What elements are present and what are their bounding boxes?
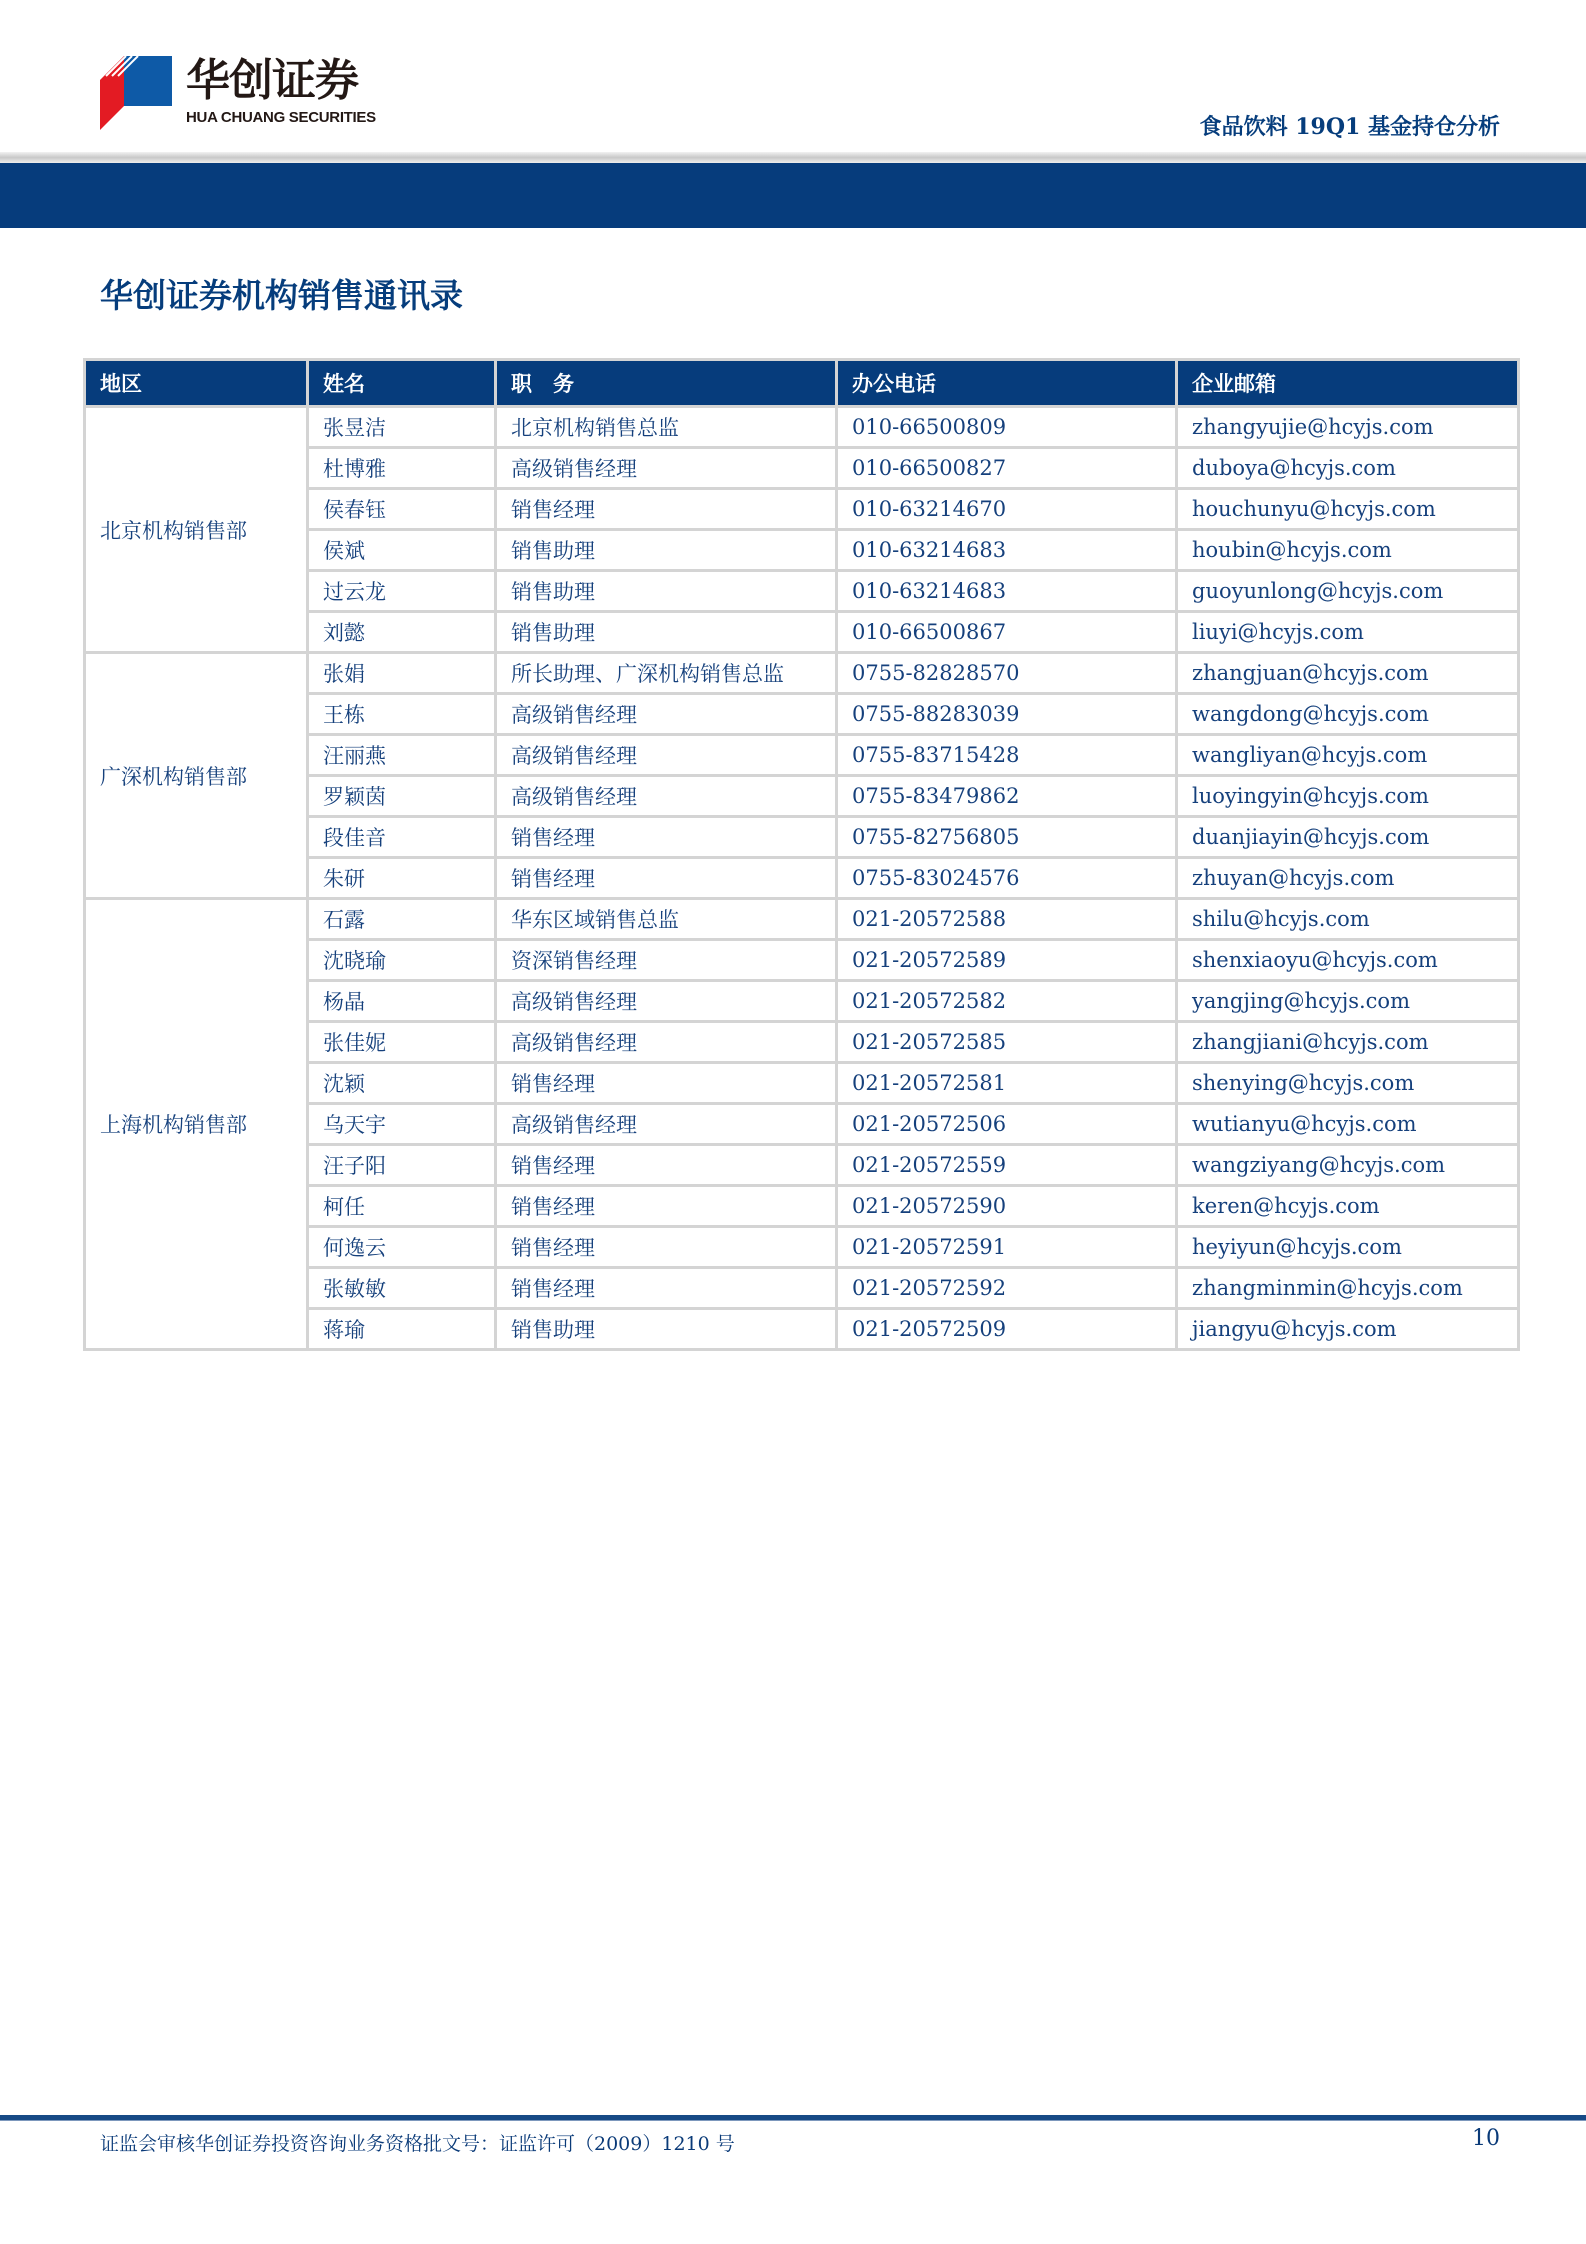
position-cell: 资深销售经理 bbox=[496, 940, 837, 981]
email-cell[interactable]: zhangyujie@hcyjs.com bbox=[1177, 407, 1519, 448]
position-cell: 销售经理 bbox=[496, 1186, 837, 1227]
phone-cell: 010-63214683 bbox=[837, 571, 1177, 612]
header-divider bbox=[0, 152, 1586, 163]
table-row bbox=[85, 407, 1519, 448]
position-cell: 销售经理 bbox=[496, 1227, 837, 1268]
email-cell[interactable]: keren@hcyjs.com bbox=[1177, 1186, 1519, 1227]
name-cell: 乌天宇 bbox=[308, 1104, 496, 1145]
phone-cell: 021-20572581 bbox=[837, 1063, 1177, 1104]
phone-cell: 010-63214683 bbox=[837, 530, 1177, 571]
position-cell: 高级销售经理 bbox=[496, 1022, 837, 1063]
name-cell: 罗颖茵 bbox=[308, 776, 496, 817]
table-body bbox=[85, 407, 1519, 1350]
phone-cell: 021-20572590 bbox=[837, 1186, 1177, 1227]
phone-cell: 0755-82756805 bbox=[837, 817, 1177, 858]
header-band bbox=[0, 163, 1586, 228]
position-cell: 高级销售经理 bbox=[496, 448, 837, 489]
phone-cell: 021-20572588 bbox=[837, 899, 1177, 940]
name-cell: 汪子阳 bbox=[308, 1145, 496, 1186]
email-cell[interactable]: wangziyang@hcyjs.com bbox=[1177, 1145, 1519, 1186]
table-row bbox=[85, 653, 1519, 694]
email-cell[interactable]: guoyunlong@hcyjs.com bbox=[1177, 571, 1519, 612]
email-cell[interactable]: wutianyu@hcyjs.com bbox=[1177, 1104, 1519, 1145]
name-cell: 刘懿 bbox=[308, 612, 496, 653]
email-cell[interactable]: shenxiaoyu@hcyjs.com bbox=[1177, 940, 1519, 981]
email-cell[interactable]: shilu@hcyjs.com bbox=[1177, 899, 1519, 940]
position-cell: 高级销售经理 bbox=[496, 694, 837, 735]
position-cell: 销售经理 bbox=[496, 1268, 837, 1309]
logo-english-name: HUA CHUANG SECURITIES bbox=[186, 109, 376, 126]
email-cell[interactable]: yangjing@hcyjs.com bbox=[1177, 981, 1519, 1022]
phone-cell: 021-20572506 bbox=[837, 1104, 1177, 1145]
report-title: 食品饮料 19Q1 基金持仓分析 bbox=[1199, 114, 1500, 140]
position-cell: 高级销售经理 bbox=[496, 776, 837, 817]
column-header-name: 姓名 bbox=[308, 360, 496, 407]
position-cell: 销售助理 bbox=[496, 1309, 837, 1350]
name-cell: 侯斌 bbox=[308, 530, 496, 571]
phone-cell: 021-20572585 bbox=[837, 1022, 1177, 1063]
phone-cell: 0755-83479862 bbox=[837, 776, 1177, 817]
phone-cell: 021-20572589 bbox=[837, 940, 1177, 981]
phone-cell: 0755-88283039 bbox=[837, 694, 1177, 735]
footer-license: 证监会审核华创证券投资咨询业务资格批文号：证监许可（2009）1210 号 bbox=[100, 2133, 735, 2155]
email-cell[interactable]: duanjiayin@hcyjs.com bbox=[1177, 817, 1519, 858]
phone-cell: 010-66500867 bbox=[837, 612, 1177, 653]
email-cell[interactable]: zhangminmin@hcyjs.com bbox=[1177, 1268, 1519, 1309]
email-cell[interactable]: zhangjuan@hcyjs.com bbox=[1177, 653, 1519, 694]
footer-divider bbox=[0, 2115, 1586, 2121]
position-cell: 高级销售经理 bbox=[496, 981, 837, 1022]
position-cell: 高级销售经理 bbox=[496, 1104, 837, 1145]
email-cell[interactable]: duboya@hcyjs.com bbox=[1177, 448, 1519, 489]
email-cell[interactable]: luoyingyin@hcyjs.com bbox=[1177, 776, 1519, 817]
email-cell[interactable]: houchunyu@hcyjs.com bbox=[1177, 489, 1519, 530]
name-cell: 段佳音 bbox=[308, 817, 496, 858]
name-cell: 王栋 bbox=[308, 694, 496, 735]
page-number: 10 bbox=[1472, 2126, 1500, 2151]
position-cell: 所长助理、广深机构销售总监 bbox=[496, 653, 837, 694]
position-cell: 销售经理 bbox=[496, 1145, 837, 1186]
logo-chinese-name: 华创证券 bbox=[186, 55, 358, 106]
table-header-row bbox=[85, 360, 1519, 407]
region-cell: 上海机构销售部 bbox=[85, 899, 308, 1350]
phone-cell: 021-20572509 bbox=[837, 1309, 1177, 1350]
position-cell: 北京机构销售总监 bbox=[496, 407, 837, 448]
position-cell: 华东区域销售总监 bbox=[496, 899, 837, 940]
position-cell: 高级销售经理 bbox=[496, 735, 837, 776]
position-cell: 销售经理 bbox=[496, 1063, 837, 1104]
name-cell: 张佳妮 bbox=[308, 1022, 496, 1063]
name-cell: 柯任 bbox=[308, 1186, 496, 1227]
phone-cell: 0755-82828570 bbox=[837, 653, 1177, 694]
email-cell[interactable]: zhangjiani@hcyjs.com bbox=[1177, 1022, 1519, 1063]
phone-cell: 010-63214670 bbox=[837, 489, 1177, 530]
column-header-position: 职 务 bbox=[496, 360, 837, 407]
name-cell: 侯春钰 bbox=[308, 489, 496, 530]
email-cell[interactable]: heyiyun@hcyjs.com bbox=[1177, 1227, 1519, 1268]
phone-cell: 0755-83024576 bbox=[837, 858, 1177, 899]
name-cell: 过云龙 bbox=[308, 571, 496, 612]
section-title: 华创证券机构销售通讯录 bbox=[100, 276, 463, 315]
name-cell: 张敏敏 bbox=[308, 1268, 496, 1309]
region-cell: 广深机构销售部 bbox=[85, 653, 308, 899]
position-cell: 销售助理 bbox=[496, 612, 837, 653]
column-header-phone: 办公电话 bbox=[837, 360, 1177, 407]
name-cell: 蒋瑜 bbox=[308, 1309, 496, 1350]
phone-cell: 021-20572591 bbox=[837, 1227, 1177, 1268]
name-cell: 石露 bbox=[308, 899, 496, 940]
contact-table bbox=[83, 358, 1520, 1351]
name-cell: 杨晶 bbox=[308, 981, 496, 1022]
name-cell: 张娟 bbox=[308, 653, 496, 694]
email-cell[interactable]: houbin@hcyjs.com bbox=[1177, 530, 1519, 571]
name-cell: 沈晓瑜 bbox=[308, 940, 496, 981]
phone-cell: 021-20572559 bbox=[837, 1145, 1177, 1186]
phone-cell: 010-66500827 bbox=[837, 448, 1177, 489]
email-cell[interactable]: zhuyan@hcyjs.com bbox=[1177, 858, 1519, 899]
name-cell: 张昱洁 bbox=[308, 407, 496, 448]
company-logo bbox=[100, 56, 400, 132]
name-cell: 杜博雅 bbox=[308, 448, 496, 489]
phone-cell: 021-20572582 bbox=[837, 981, 1177, 1022]
email-cell[interactable]: wangliyan@hcyjs.com bbox=[1177, 735, 1519, 776]
email-cell[interactable]: jiangyu@hcyjs.com bbox=[1177, 1309, 1519, 1350]
position-cell: 销售助理 bbox=[496, 571, 837, 612]
email-cell[interactable]: liuyi@hcyjs.com bbox=[1177, 612, 1519, 653]
position-cell: 销售助理 bbox=[496, 530, 837, 571]
name-cell: 何逸云 bbox=[308, 1227, 496, 1268]
phone-cell: 021-20572592 bbox=[837, 1268, 1177, 1309]
name-cell: 汪丽燕 bbox=[308, 735, 496, 776]
position-cell: 销售经理 bbox=[496, 858, 837, 899]
email-cell[interactable]: wangdong@hcyjs.com bbox=[1177, 694, 1519, 735]
position-cell: 销售经理 bbox=[496, 489, 837, 530]
phone-cell: 0755-83715428 bbox=[837, 735, 1177, 776]
email-cell[interactable]: shenying@hcyjs.com bbox=[1177, 1063, 1519, 1104]
column-header-region: 地区 bbox=[85, 360, 308, 407]
name-cell: 朱研 bbox=[308, 858, 496, 899]
table-row bbox=[85, 899, 1519, 940]
logo-mark-icon bbox=[100, 56, 172, 130]
position-cell: 销售经理 bbox=[496, 817, 837, 858]
region-cell: 北京机构销售部 bbox=[85, 407, 308, 653]
column-header-email: 企业邮箱 bbox=[1177, 360, 1519, 407]
phone-cell: 010-66500809 bbox=[837, 407, 1177, 448]
name-cell: 沈颖 bbox=[308, 1063, 496, 1104]
